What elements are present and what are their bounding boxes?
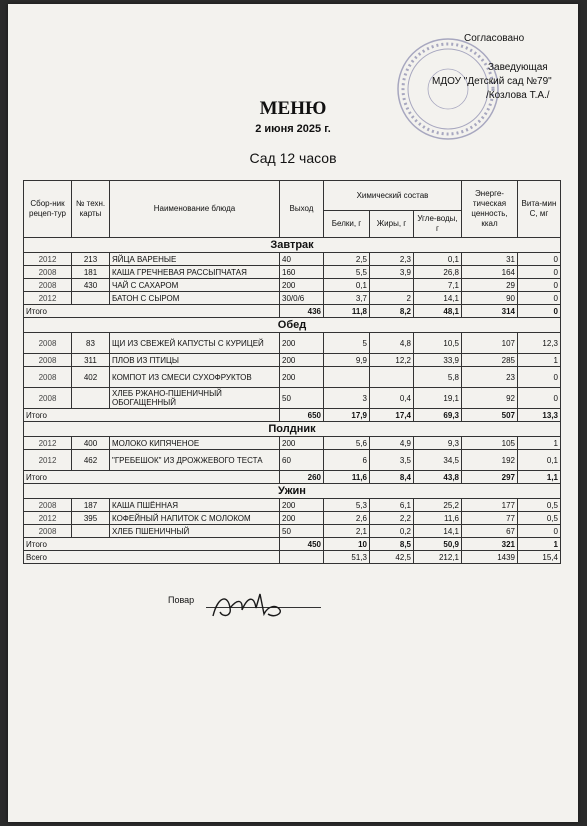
carbs-value: 25,2: [414, 499, 462, 512]
menu-date: 2 июня 2025 г.: [255, 123, 331, 135]
dish-name: ХЛЕБ ПШЕНИЧНЫЙ: [110, 525, 280, 538]
total-fat: 8,2: [370, 305, 414, 318]
tech-card-number: 181: [72, 266, 110, 279]
col-dish: Наименование блюда: [110, 181, 280, 238]
total-fat: 8,5: [370, 538, 414, 551]
table-row: [24, 367, 561, 388]
menu-sheet: [8, 4, 578, 822]
dish-output: 200: [280, 367, 324, 388]
tech-card-number: 213: [72, 253, 110, 266]
col-fat: Жиры, г: [370, 211, 414, 238]
total-fat: 17,4: [370, 409, 414, 422]
meal-section-row: [24, 238, 561, 253]
dish-name: "ГРЕБЕШОК" ИЗ ДРОЖЖЕВОГО ТЕСТА: [110, 450, 280, 471]
tech-card-number: 311: [72, 354, 110, 367]
vitamin-c-value: 0,1: [518, 450, 561, 471]
total-energy: 297: [462, 471, 518, 484]
recipe-collection: 2012: [24, 450, 72, 471]
protein-value: 5,5: [324, 266, 370, 279]
recipe-collection: 2008: [24, 499, 72, 512]
meal-title: Обед: [24, 318, 561, 333]
recipe-collection: 2008: [24, 388, 72, 409]
table-row: [24, 333, 561, 354]
meal-section-row: [24, 484, 561, 499]
recipe-collection: 2008: [24, 525, 72, 538]
approval-name: /Козлова Т.А./: [486, 90, 550, 101]
total-carbs: 48,1: [414, 305, 462, 318]
meal-title: Завтрак: [24, 238, 561, 253]
dish-output: 40: [280, 253, 324, 266]
total-fat: 8,4: [370, 471, 414, 484]
dish-output: 50: [280, 388, 324, 409]
meal-title: Ужин: [24, 484, 561, 499]
carbs-value: 19,1: [414, 388, 462, 409]
col-chem: Химический состав: [324, 181, 462, 211]
carbs-value: 0,1: [414, 253, 462, 266]
vitamin-c-value: 0: [518, 367, 561, 388]
total-label: Итого: [24, 471, 280, 484]
meal-total-row: [24, 471, 561, 484]
energy-value: 77: [462, 512, 518, 525]
total-protein: 17,9: [324, 409, 370, 422]
cook-label: Повар: [168, 595, 195, 605]
energy-value: 23: [462, 367, 518, 388]
carbs-value: 10,5: [414, 333, 462, 354]
total-energy: 314: [462, 305, 518, 318]
energy-value: 67: [462, 525, 518, 538]
table-row: [24, 499, 561, 512]
tech-card-number: 187: [72, 499, 110, 512]
dish-output: 200: [280, 354, 324, 367]
energy-value: 177: [462, 499, 518, 512]
vitamin-c-value: 0,5: [518, 512, 561, 525]
fat-value: 2: [370, 292, 414, 305]
dish-name: КОМПОТ ИЗ СМЕСИ СУХОФРУКТОВ: [110, 367, 280, 388]
fat-value: 3,5: [370, 450, 414, 471]
grand-total-energy: 1439: [462, 551, 518, 564]
approval-org: МДОУ "Детский сад №79": [432, 76, 552, 87]
fat-value: 0,4: [370, 388, 414, 409]
protein-value: 5: [324, 333, 370, 354]
grand-total-row: [24, 551, 561, 564]
grand-total-output-empty: [280, 551, 324, 564]
dish-output: 60: [280, 450, 324, 471]
energy-value: 285: [462, 354, 518, 367]
col-energy: Энерге-тическая ценность, ккал: [462, 181, 518, 238]
table-row: [24, 292, 561, 305]
dish-name: ЧАЙ С САХАРОМ: [110, 279, 280, 292]
grand-total-label: Всего: [24, 551, 280, 564]
total-protein: 11,6: [324, 471, 370, 484]
meal-total-row: [24, 538, 561, 551]
total-protein: 11,8: [324, 305, 370, 318]
protein-value: 2,5: [324, 253, 370, 266]
protein-value: 2,1: [324, 525, 370, 538]
col-collection: Сбор-ник рецеп-тур: [24, 181, 72, 238]
dish-name: КАША ГРЕЧНЕВАЯ РАССЫПЧАТАЯ: [110, 266, 280, 279]
vitamin-c-value: 0: [518, 279, 561, 292]
carbs-value: 14,1: [414, 525, 462, 538]
fat-value: 3,9: [370, 266, 414, 279]
col-tech-card: № техн. карты: [72, 181, 110, 238]
recipe-collection: 2008: [24, 354, 72, 367]
carbs-value: 5,8: [414, 367, 462, 388]
dish-output: 200: [280, 512, 324, 525]
dish-name: ЩИ ИЗ СВЕЖЕЙ КАПУСТЫ С КУРИЦЕЙ: [110, 333, 280, 354]
vitamin-c-value: 0: [518, 253, 561, 266]
energy-value: 31: [462, 253, 518, 266]
carbs-value: 14,1: [414, 292, 462, 305]
dish-output: 200: [280, 499, 324, 512]
tech-card-number: 462: [72, 450, 110, 471]
dish-name: ПЛОВ ИЗ ПТИЦЫ: [110, 354, 280, 367]
col-vitamin: Вита-мин С, мг: [518, 181, 561, 238]
energy-value: 92: [462, 388, 518, 409]
table-row: [24, 253, 561, 266]
total-carbs: 50,9: [414, 538, 462, 551]
recipe-collection: 2008: [24, 367, 72, 388]
dish-name: БАТОН С СЫРОМ: [110, 292, 280, 305]
protein-value: 0,1: [324, 279, 370, 292]
total-output: 650: [280, 409, 324, 422]
carbs-value: 9,3: [414, 437, 462, 450]
carbs-value: 34,5: [414, 450, 462, 471]
fat-value: 2,3: [370, 253, 414, 266]
tech-card-number: 430: [72, 279, 110, 292]
fat-value: 0,2: [370, 525, 414, 538]
protein-value: 2,6: [324, 512, 370, 525]
dish-name: ЯЙЦА ВАРЕНЫЕ: [110, 253, 280, 266]
energy-value: 164: [462, 266, 518, 279]
total-carbs: 43,8: [414, 471, 462, 484]
protein-value: 3,7: [324, 292, 370, 305]
energy-value: 90: [462, 292, 518, 305]
total-carbs: 69,3: [414, 409, 462, 422]
grand-total-protein: 51,3: [324, 551, 370, 564]
fat-value: [370, 367, 414, 388]
energy-value: 29: [462, 279, 518, 292]
total-vitamin-c: 1,1: [518, 471, 561, 484]
col-output: Выход: [280, 181, 324, 238]
total-vitamin-c: 1: [518, 538, 561, 551]
fat-value: 4,8: [370, 333, 414, 354]
recipe-collection: 2008: [24, 333, 72, 354]
table-row: [24, 266, 561, 279]
total-label: Итого: [24, 305, 280, 318]
recipe-collection: 2008: [24, 279, 72, 292]
dish-output: 200: [280, 437, 324, 450]
total-label: Итого: [24, 409, 280, 422]
tech-card-number: [72, 525, 110, 538]
carbs-value: 7,1: [414, 279, 462, 292]
protein-value: 5,3: [324, 499, 370, 512]
grand-total-carbs: 212,1: [414, 551, 462, 564]
energy-value: 192: [462, 450, 518, 471]
carbs-value: 33,9: [414, 354, 462, 367]
energy-value: 105: [462, 437, 518, 450]
total-vitamin-c: 0: [518, 305, 561, 318]
vitamin-c-value: 1: [518, 437, 561, 450]
meal-total-row: [24, 409, 561, 422]
dish-name: КАША ПШЁННАЯ: [110, 499, 280, 512]
recipe-collection: 2012: [24, 512, 72, 525]
vitamin-c-value: 1: [518, 354, 561, 367]
total-output: 450: [280, 538, 324, 551]
menu-table: [23, 180, 561, 564]
dish-output: 50: [280, 525, 324, 538]
fat-value: 12,2: [370, 354, 414, 367]
carbs-value: 26,8: [414, 266, 462, 279]
vitamin-c-value: 0: [518, 525, 561, 538]
total-protein: 10: [324, 538, 370, 551]
table-row: [24, 525, 561, 538]
meal-title: Полдник: [24, 422, 561, 437]
recipe-collection: 2008: [24, 266, 72, 279]
tech-card-number: 83: [72, 333, 110, 354]
carbs-value: 11,6: [414, 512, 462, 525]
dish-name: МОЛОКО КИПЯЧЕНОЕ: [110, 437, 280, 450]
meal-total-row: [24, 305, 561, 318]
dish-output: 30/0/6: [280, 292, 324, 305]
tech-card-number: 402: [72, 367, 110, 388]
fat-value: 6,1: [370, 499, 414, 512]
recipe-collection: 2012: [24, 253, 72, 266]
total-energy: 507: [462, 409, 518, 422]
total-vitamin-c: 13,3: [518, 409, 561, 422]
protein-value: 9,9: [324, 354, 370, 367]
vitamin-c-value: 0: [518, 266, 561, 279]
dish-output: 200: [280, 333, 324, 354]
col-protein: Белки, г: [324, 211, 370, 238]
recipe-collection: 2012: [24, 437, 72, 450]
meal-section-row: [24, 318, 561, 333]
col-carbs: Угле-воды, г: [414, 211, 462, 238]
page-title: МЕНЮ: [259, 98, 327, 119]
cook-signature: [168, 586, 328, 626]
energy-value: 107: [462, 333, 518, 354]
table-row: [24, 450, 561, 471]
dish-output: 160: [280, 266, 324, 279]
table-row: [24, 437, 561, 450]
tech-card-number: 400: [72, 437, 110, 450]
vitamin-c-value: 0: [518, 388, 561, 409]
table-row: [24, 279, 561, 292]
fat-value: 2,2: [370, 512, 414, 525]
meal-section-row: [24, 422, 561, 437]
recipe-collection: 2012: [24, 292, 72, 305]
total-output: 260: [280, 471, 324, 484]
vitamin-c-value: 12,3: [518, 333, 561, 354]
protein-value: 5,6: [324, 437, 370, 450]
approval-position: Заведующая: [488, 62, 548, 73]
table-row: [24, 512, 561, 525]
dish-output: 200: [280, 279, 324, 292]
dish-name: КОФЕЙНЫЙ НАПИТОК С МОЛОКОМ: [110, 512, 280, 525]
fat-value: 4,9: [370, 437, 414, 450]
menu-body: [24, 238, 561, 564]
dish-name: ХЛЕБ РЖАНО-ПШЕНИЧНЫЙ ОБОГАЩЕННЫЙ: [110, 388, 280, 409]
vitamin-c-value: 0: [518, 292, 561, 305]
table-row: [24, 354, 561, 367]
grand-total-vitamin-c: 15,4: [518, 551, 561, 564]
tech-card-number: [72, 292, 110, 305]
tech-card-number: [72, 388, 110, 409]
menu-subtitle: Сад 12 часов: [249, 150, 337, 166]
vitamin-c-value: 0,5: [518, 499, 561, 512]
protein-value: 3: [324, 388, 370, 409]
total-energy: 321: [462, 538, 518, 551]
total-label: Итого: [24, 538, 280, 551]
grand-total-fat: 42,5: [370, 551, 414, 564]
protein-value: 6: [324, 450, 370, 471]
tech-card-number: 395: [72, 512, 110, 525]
total-output: 436: [280, 305, 324, 318]
table-row: [24, 388, 561, 409]
protein-value: [324, 367, 370, 388]
approval-agreed: Согласовано: [464, 33, 525, 44]
fat-value: [370, 279, 414, 292]
